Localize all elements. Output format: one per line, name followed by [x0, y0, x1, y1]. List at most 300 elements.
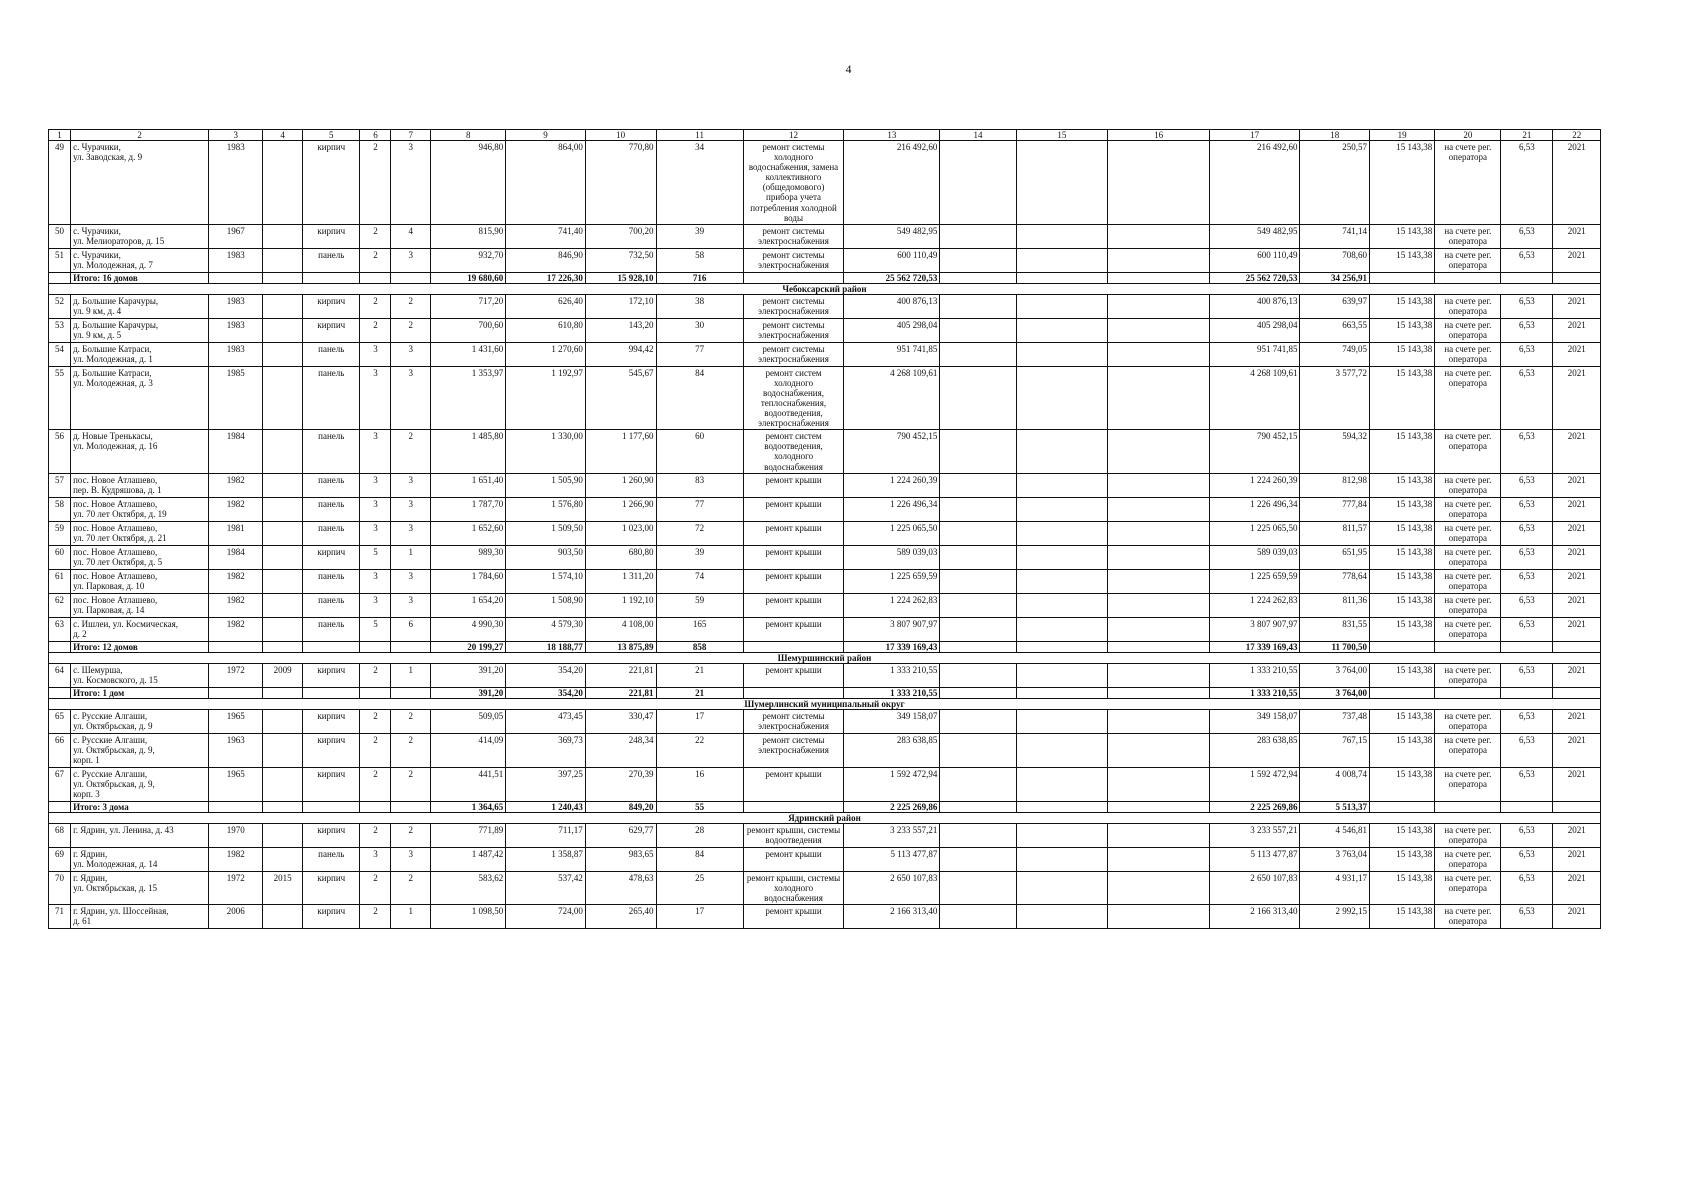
max-unit-cost-cell: 15 143,38 [1370, 545, 1435, 569]
cost-municipal-cell [1108, 342, 1210, 366]
total-empty-cell [1435, 272, 1501, 283]
unit-cost-cell: 3 577,72 [1300, 366, 1370, 429]
plan-year-cell: 2021 [1553, 709, 1601, 733]
total-empty-cell [303, 801, 360, 812]
fund-method-cell: на счете рег. оператора [1435, 521, 1501, 545]
cost-federal-cell [940, 569, 1016, 593]
entrances-cell: 3 [391, 593, 431, 617]
row-number-cell: 58 [49, 497, 71, 521]
cost-region-cell [1016, 342, 1108, 366]
contribution-rate-cell: 6,53 [1501, 521, 1553, 545]
build-year-cell: 1982 [209, 473, 263, 497]
row-number-cell: 52 [49, 294, 71, 318]
table-row [49, 905, 1601, 929]
living-area-cell: 330,47 [585, 709, 656, 733]
address-cell: с. Русские Алгаши, ул. Октябрьская, д. 9 [71, 709, 209, 733]
entrances-cell: 2 [391, 294, 431, 318]
living-area-cell: 265,40 [585, 905, 656, 929]
fund-method-cell: на счете рег. оператора [1435, 294, 1501, 318]
cost-region-cell [1016, 224, 1108, 248]
cost-owners-cell: 1 224 260,39 [1209, 473, 1300, 497]
living-area-cell: 1 177,60 [585, 430, 656, 473]
max-unit-cost-cell: 15 143,38 [1370, 430, 1435, 473]
cost-federal-cell [940, 593, 1016, 617]
wall-material-cell: кирпич [303, 905, 360, 929]
living-area-cell: 770,80 [585, 141, 656, 225]
address-cell: г. Ядрин, ул. Шоссейная, д. 61 [71, 905, 209, 929]
fund-method-cell: на счете рег. оператора [1435, 545, 1501, 569]
premises-area-cell: 864,00 [506, 141, 586, 225]
living-area-cell: 270,39 [585, 767, 656, 801]
cost-region-cell [1016, 663, 1108, 687]
cost-region-cell [1016, 545, 1108, 569]
work-type-cell: ремонт крыши [743, 473, 844, 497]
cost-owners-cell: 283 638,85 [1209, 733, 1300, 767]
cost-region-cell [1016, 824, 1108, 848]
cost-federal-cell [940, 905, 1016, 929]
fund-method-cell: на счете рег. оператора [1435, 767, 1501, 801]
fund-method-cell: на счете рег. оператора [1435, 872, 1501, 905]
residents-cell: 16 [656, 767, 743, 801]
total-area_liv-cell: 221,81 [585, 687, 656, 698]
total-area-cell: 414,09 [431, 733, 506, 767]
cost-municipal-cell [1108, 545, 1210, 569]
entrances-cell: 2 [391, 430, 431, 473]
cost-federal-cell [940, 848, 1016, 872]
contribution-rate-cell: 6,53 [1501, 248, 1553, 272]
total-empty-cell [49, 272, 71, 283]
cost-municipal-cell [1108, 733, 1210, 767]
build-year-cell: 1983 [209, 141, 263, 225]
entrances-cell: 3 [391, 141, 431, 225]
max-unit-cost-cell: 15 143,38 [1370, 848, 1435, 872]
total-empty-cell [1370, 641, 1435, 652]
column-number: 21 [1501, 130, 1553, 141]
entrances-cell: 6 [391, 617, 431, 641]
cost-municipal-cell [1108, 905, 1210, 929]
column-number: 2 [71, 130, 209, 141]
total-area-cell: 717,20 [431, 294, 506, 318]
cost-owners-cell: 1 592 472,94 [1209, 767, 1300, 801]
total-empty-cell [1016, 272, 1108, 283]
total-area-cell: 441,51 [431, 767, 506, 801]
floors-cell: 3 [360, 473, 391, 497]
cost-municipal-cell [1108, 663, 1210, 687]
total-cost-cell: 2 650 107,83 [844, 872, 940, 905]
column-number: 12 [743, 130, 844, 141]
living-area-cell: 478,63 [585, 872, 656, 905]
residents-cell: 17 [656, 709, 743, 733]
entrances-cell: 1 [391, 663, 431, 687]
unit-cost-cell: 777,84 [1300, 497, 1370, 521]
cost-municipal-cell [1108, 872, 1210, 905]
total-empty-cell [263, 687, 303, 698]
table-row [49, 473, 1601, 497]
table-row [49, 545, 1601, 569]
cost-owners-cell: 2 650 107,83 [1209, 872, 1300, 905]
cost-owners-cell: 1 224 262,83 [1209, 593, 1300, 617]
floors-cell: 3 [360, 569, 391, 593]
row-number-cell: 51 [49, 248, 71, 272]
total-area-cell: 1 654,20 [431, 593, 506, 617]
build-year-cell: 1984 [209, 545, 263, 569]
residents-cell: 58 [656, 248, 743, 272]
work-type-cell: ремонт крыши, системы водоотведения [743, 824, 844, 848]
wall-material-cell: кирпич [303, 224, 360, 248]
total-empty-cell [209, 272, 263, 283]
living-area-cell: 1 260,90 [585, 473, 656, 497]
fund-method-cell: на счете рег. оператора [1435, 366, 1501, 429]
entrances-cell: 2 [391, 767, 431, 801]
column-number: 19 [1370, 130, 1435, 141]
total-area-cell: 946,80 [431, 141, 506, 225]
renovation-year-cell [263, 545, 303, 569]
address-cell: д. Большие Карачуры, ул. 9 км, д. 4 [71, 294, 209, 318]
table-row [49, 569, 1601, 593]
max-unit-cost-cell: 15 143,38 [1370, 569, 1435, 593]
build-year-cell: 1972 [209, 872, 263, 905]
cost-region-cell [1016, 366, 1108, 429]
cost-federal-cell [940, 824, 1016, 848]
cost-municipal-cell [1108, 767, 1210, 801]
floors-cell: 2 [360, 224, 391, 248]
cost-federal-cell [940, 248, 1016, 272]
renovation-year-cell [263, 473, 303, 497]
plan-year-cell: 2021 [1553, 905, 1601, 929]
total-area-cell: 509,05 [431, 709, 506, 733]
cost-owners-cell: 405 298,04 [1209, 318, 1300, 342]
table-row [49, 342, 1601, 366]
residents-cell: 21 [656, 663, 743, 687]
cost-municipal-cell [1108, 248, 1210, 272]
fund-method-cell: на счете рег. оператора [1435, 473, 1501, 497]
contribution-rate-cell: 6,53 [1501, 593, 1553, 617]
max-unit-cost-cell: 15 143,38 [1370, 617, 1435, 641]
cost-federal-cell [940, 294, 1016, 318]
cost-federal-cell [940, 342, 1016, 366]
unit-cost-cell: 3 763,04 [1300, 848, 1370, 872]
contribution-rate-cell: 6,53 [1501, 342, 1553, 366]
table-row [49, 141, 1601, 225]
column-number: 1 [49, 130, 71, 141]
address-cell: пос. Новое Атлашево, ул. 70 лет Октября, д. 19 [71, 497, 209, 521]
row-number-cell: 61 [49, 569, 71, 593]
unit-cost-cell: 594,32 [1300, 430, 1370, 473]
build-year-cell: 1983 [209, 342, 263, 366]
housing-repair-table [48, 129, 1601, 929]
cost-municipal-cell [1108, 430, 1210, 473]
cost-region-cell [1016, 497, 1108, 521]
residents-cell: 25 [656, 872, 743, 905]
total-cost-cell: 25 562 720,53 [844, 272, 940, 283]
address-cell: с. Русские Алгаши, ул. Октябрьская, д. 9, корп. 1 [71, 733, 209, 767]
floors-cell: 5 [360, 617, 391, 641]
total-c17-cell: 2 225 269,86 [1209, 801, 1300, 812]
entrances-cell: 3 [391, 497, 431, 521]
contribution-rate-cell: 6,53 [1501, 545, 1553, 569]
cost-federal-cell [940, 497, 1016, 521]
renovation-year-cell [263, 141, 303, 225]
total-cost-cell: 4 268 109,61 [844, 366, 940, 429]
cost-owners-cell: 1 225 065,50 [1209, 521, 1300, 545]
floors-cell: 3 [360, 366, 391, 429]
cost-federal-cell [940, 521, 1016, 545]
total-empty-cell [1501, 641, 1553, 652]
renovation-year-cell [263, 824, 303, 848]
max-unit-cost-cell: 15 143,38 [1370, 497, 1435, 521]
table-row [49, 872, 1601, 905]
premises-area-cell: 846,90 [506, 248, 586, 272]
living-area-cell: 1 266,90 [585, 497, 656, 521]
cost-federal-cell [940, 767, 1016, 801]
contribution-rate-cell: 6,53 [1501, 318, 1553, 342]
renovation-year-cell [263, 224, 303, 248]
renovation-year-cell [263, 497, 303, 521]
plan-year-cell: 2021 [1553, 366, 1601, 429]
living-area-cell: 732,50 [585, 248, 656, 272]
build-year-cell: 1983 [209, 248, 263, 272]
total-area-cell: 391,20 [431, 663, 506, 687]
district-header-row [49, 283, 1601, 294]
entrances-cell: 3 [391, 569, 431, 593]
total-empty-cell [303, 641, 360, 652]
cost-federal-cell [940, 224, 1016, 248]
total-empty-cell [391, 641, 431, 652]
unit-cost-cell: 741,14 [1300, 224, 1370, 248]
residents-cell: 39 [656, 224, 743, 248]
premises-area-cell: 1 192,97 [506, 366, 586, 429]
premises-area-cell: 610,80 [506, 318, 586, 342]
total-empty-cell [360, 272, 391, 283]
total-empty-cell [1435, 641, 1501, 652]
unit-cost-cell: 737,48 [1300, 709, 1370, 733]
living-area-cell: 143,20 [585, 318, 656, 342]
residents-cell: 72 [656, 521, 743, 545]
build-year-cell: 1984 [209, 430, 263, 473]
premises-area-cell: 724,00 [506, 905, 586, 929]
total-empty-cell [1108, 687, 1210, 698]
fund-method-cell: на счете рег. оператора [1435, 593, 1501, 617]
wall-material-cell: кирпич [303, 872, 360, 905]
wall-material-cell: кирпич [303, 141, 360, 225]
total-area-cell: 700,60 [431, 318, 506, 342]
premises-area-cell: 1 576,80 [506, 497, 586, 521]
wall-material-cell: панель [303, 342, 360, 366]
total-empty-cell [1370, 687, 1435, 698]
contribution-rate-cell: 6,53 [1501, 709, 1553, 733]
living-area-cell: 994,42 [585, 342, 656, 366]
total-row [49, 687, 1601, 698]
work-type-cell: ремонт системы электроснабжения [743, 224, 844, 248]
address-cell: г. Ядрин, ул. Октябрьская, д. 15 [71, 872, 209, 905]
cost-region-cell [1016, 318, 1108, 342]
contribution-rate-cell: 6,53 [1501, 767, 1553, 801]
floors-cell: 3 [360, 342, 391, 366]
contribution-rate-cell: 6,53 [1501, 294, 1553, 318]
address-cell: д. Большие Катраси, ул. Молодежная, д. 3 [71, 366, 209, 429]
cost-municipal-cell [1108, 318, 1210, 342]
address-cell: с. Шемурша, ул. Космовского, д. 15 [71, 663, 209, 687]
total-area-cell: 815,90 [431, 224, 506, 248]
row-number-cell: 54 [49, 342, 71, 366]
cost-owners-cell: 3 233 557,21 [1209, 824, 1300, 848]
cost-federal-cell [940, 709, 1016, 733]
total-area-cell: 20 199,27 [431, 641, 506, 652]
build-year-cell: 1983 [209, 318, 263, 342]
plan-year-cell: 2021 [1553, 521, 1601, 545]
total-cost-cell: 5 113 477,87 [844, 848, 940, 872]
unit-cost-cell: 812,98 [1300, 473, 1370, 497]
cost-municipal-cell [1108, 569, 1210, 593]
wall-material-cell: панель [303, 430, 360, 473]
table-row [49, 663, 1601, 687]
total-empty-cell [1108, 641, 1210, 652]
fund-method-cell: на счете рег. оператора [1435, 663, 1501, 687]
entrances-cell: 3 [391, 473, 431, 497]
total-empty-cell [1370, 801, 1435, 812]
plan-year-cell: 2021 [1553, 224, 1601, 248]
total-cost-cell: 790 452,15 [844, 430, 940, 473]
total-c17-cell: 1 333 210,55 [1209, 687, 1300, 698]
work-type-cell: ремонт крыши [743, 848, 844, 872]
premises-area-cell: 1 505,90 [506, 473, 586, 497]
total-label-cell: Итого: 12 домов [71, 641, 209, 652]
premises-area-cell: 537,42 [506, 872, 586, 905]
premises-area-cell: 1 574,10 [506, 569, 586, 593]
total-c17-cell: 25 562 720,53 [1209, 272, 1300, 283]
column-number: 6 [360, 130, 391, 141]
fund-method-cell: на счете рег. оператора [1435, 248, 1501, 272]
max-unit-cost-cell: 15 143,38 [1370, 767, 1435, 801]
unit-cost-cell: 4 931,17 [1300, 872, 1370, 905]
total-cost-cell: 2 166 313,40 [844, 905, 940, 929]
floors-cell: 2 [360, 733, 391, 767]
table-row [49, 497, 1601, 521]
floors-cell: 2 [360, 248, 391, 272]
max-unit-cost-cell: 15 143,38 [1370, 366, 1435, 429]
cost-region-cell [1016, 569, 1108, 593]
wall-material-cell: кирпич [303, 824, 360, 848]
row-number-cell: 60 [49, 545, 71, 569]
work-type-cell: ремонт крыши [743, 767, 844, 801]
floors-cell: 2 [360, 872, 391, 905]
table-row [49, 521, 1601, 545]
total-empty-cell [49, 801, 71, 812]
work-type-cell: ремонт систем водоотведения, холодного водоснабжения [743, 430, 844, 473]
total-cost-cell: 951 741,85 [844, 342, 940, 366]
plan-year-cell: 2021 [1553, 663, 1601, 687]
total-empty-cell [940, 272, 1016, 283]
unit-cost-cell: 250,57 [1300, 141, 1370, 225]
total-cost-cell: 1 333 210,55 [844, 687, 940, 698]
total-area-cell: 771,89 [431, 824, 506, 848]
column-number: 14 [940, 130, 1016, 141]
entrances-cell: 4 [391, 224, 431, 248]
total-area-cell: 1 364,65 [431, 801, 506, 812]
address-cell: д. Большие Катраси, ул. Молодежная, д. 1 [71, 342, 209, 366]
total-c18-cell: 34 256,91 [1300, 272, 1370, 283]
plan-year-cell: 2021 [1553, 617, 1601, 641]
renovation-year-cell [263, 709, 303, 733]
living-area-cell: 4 108,00 [585, 617, 656, 641]
residents-cell: 38 [656, 294, 743, 318]
cost-municipal-cell [1108, 848, 1210, 872]
renovation-year-cell [263, 366, 303, 429]
column-number: 10 [585, 130, 656, 141]
premises-area-cell: 354,20 [506, 663, 586, 687]
wall-material-cell: кирпич [303, 733, 360, 767]
total-area_res-cell: 354,20 [506, 687, 586, 698]
total-empty-cell [743, 272, 844, 283]
cost-federal-cell [940, 617, 1016, 641]
floors-cell: 2 [360, 294, 391, 318]
unit-cost-cell: 767,15 [1300, 733, 1370, 767]
row-number-cell: 57 [49, 473, 71, 497]
fund-method-cell: на счете рег. оператора [1435, 497, 1501, 521]
address-cell: г. Ядрин, ул. Молодежная, д. 14 [71, 848, 209, 872]
floors-cell: 2 [360, 141, 391, 225]
total-label-cell: Итого: 1 дом [71, 687, 209, 698]
row-number-cell: 67 [49, 767, 71, 801]
total-area_res-cell: 17 226,30 [506, 272, 586, 283]
district-header-row [49, 813, 1601, 824]
total-cost-cell: 1 224 260,39 [844, 473, 940, 497]
total-empty-cell [303, 272, 360, 283]
residents-cell: 60 [656, 430, 743, 473]
total-area-cell: 1 431,60 [431, 342, 506, 366]
living-area-cell: 700,20 [585, 224, 656, 248]
contribution-rate-cell: 6,53 [1501, 733, 1553, 767]
address-cell: пос. Новое Атлашево, ул. Парковая, д. 10 [71, 569, 209, 593]
plan-year-cell: 2021 [1553, 593, 1601, 617]
total-empty-cell [1501, 272, 1553, 283]
floors-cell: 2 [360, 824, 391, 848]
total-empty-cell [743, 641, 844, 652]
address-cell: пос. Новое Атлашево, пер. В. Кудряшова, д. 1 [71, 473, 209, 497]
residents-cell: 83 [656, 473, 743, 497]
build-year-cell: 1985 [209, 366, 263, 429]
premises-area-cell: 1 509,50 [506, 521, 586, 545]
column-number: 20 [1435, 130, 1501, 141]
total-cost-cell: 3 233 557,21 [844, 824, 940, 848]
fund-method-cell: на счете рег. оператора [1435, 569, 1501, 593]
total-empty-cell [391, 801, 431, 812]
renovation-year-cell: 2009 [263, 663, 303, 687]
total-area-cell: 1 652,60 [431, 521, 506, 545]
work-type-cell: ремонт системы электроснабжения [743, 294, 844, 318]
living-area-cell: 983,65 [585, 848, 656, 872]
total-area-cell: 989,30 [431, 545, 506, 569]
renovation-year-cell [263, 767, 303, 801]
fund-method-cell: на счете рег. оператора [1435, 342, 1501, 366]
row-number-cell: 53 [49, 318, 71, 342]
contribution-rate-cell: 6,53 [1501, 905, 1553, 929]
row-number-cell: 63 [49, 617, 71, 641]
max-unit-cost-cell: 15 143,38 [1370, 248, 1435, 272]
max-unit-cost-cell: 15 143,38 [1370, 294, 1435, 318]
cost-region-cell [1016, 733, 1108, 767]
row-number-cell: 71 [49, 905, 71, 929]
max-unit-cost-cell: 15 143,38 [1370, 824, 1435, 848]
total-row [49, 641, 1601, 652]
max-unit-cost-cell: 15 143,38 [1370, 593, 1435, 617]
max-unit-cost-cell: 15 143,38 [1370, 318, 1435, 342]
floors-cell: 2 [360, 767, 391, 801]
build-year-cell: 2006 [209, 905, 263, 929]
work-type-cell: ремонт крыши [743, 521, 844, 545]
residents-cell: 165 [656, 617, 743, 641]
unit-cost-cell: 639,97 [1300, 294, 1370, 318]
